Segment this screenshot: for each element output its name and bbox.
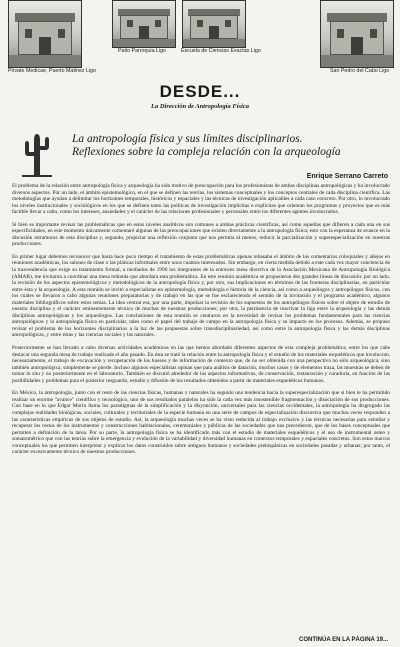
- article-title: [72, 133, 392, 159]
- photo-caption-left: Private Medicae, Puerto Matinez Ligo: [8, 68, 97, 74]
- continued-on-page-label: CONTINÚA EN LA PÁGINA 19...: [298, 637, 388, 643]
- section-subtitle: La Dirección de Antropología Física: [151, 103, 249, 110]
- paragraph-3: En primer lugar debemos reconocer que hasta hace poco tiempo el tratamiento de estas problemáticas apenas rebasaba el ámbito de los comentarios coloquiales y añejos en reuniones académicas, los salones de clase o las pláticas informales entre unos cuantos interesados. Sin embargo, en cierta medida debido a este cada vez mayor conciencia de la trascendencia que exige su tratamiento formal, a mediados de 1990 los integrantes de la entonces mesa directiva de la Asociación Mexicana de Antropología Biológica (AMAB), me invitaron a coordinar una mesa redonda que abordara esta problemática. En este reunión académica se propusieron dos grandes líneas de discusión: por un lado, la revisión de los aspectos epistemológicos y metodológicos de la antropología física y, por otro, sus implicaciones en términos de las fronteras disciplinarias, en particular entre ésta y la arqueología. A esta reunión se invitó a especialistas en epistemología, metodología e historia de la ciencia, así como a arqueólogos y antropólogos físicos, con los cuales se llevaron a cabo algunas reuniones preparatorias y de trabajo en las que se fue esclareciendo el sentido de la invitación y el programa académico, algunos materiales bibliográficos sobre estos temas. La idea central era, por una parte, impulsar la revisión de los supuestos de los antropólogos físicos sobre el objeto de estudio de nuestra disciplina y el carácter eminentemente técnico de muchas de nuestras producciones; por otra, la pertinencia de reactivar la liga entre la arqueología y las demás disciplinas antropológicas y los arqueólogos. Las conclusiones de esta reunión se centraron en la necesidad de revisar los problemas fundamentales para las ciencias antropológicas y la antropología física en particular, tales como el papel del trabajo de campo en la antropología física y su impacto en los procesos. Además, se propuso revisar el problema de los horizontes disciplinarios a la luz de las propuestas sobre transdisciplinariedad, así como entre la antropología física y las demás disciplinas antropológicas, y entre éstas y las ciencias sociales y las naturales.: [12, 253, 390, 339]
- paragraph-4: Posteriormente se han llevado a cabo diversas actividades académicas en las que hemos abordado diferentes aspectos de esta compleja problemática, entre los que cabe destacar una segunda mesa de trabajo realizada el año pasado. En ésta se trató la relación entre la antropología física y el estudio de los materiales esqueléticos que involucran, necesariamente, el trabajo de excavación y recuperación de los huesos y de información de contexto que, de no ser obtenida con una perspectiva no sólo arqueológica, sino también antropológica, simplemente se pierde. Incluso algunos especialistas opinan que para análisis de datación, muchos casos y de elementos traza, las muestras se deben de tomar in situ y no posteriormente en el laboratorio. También se discutió alrededor de los aspectos informativos, de conservación, restauración y curaduría, en función de las posibilidades y problemas para el posterior resguardo, estudio y difusión de los resultados obtenidos a partir de materiales esqueléticos humanos.: [12, 345, 390, 384]
- photo-building-left: [8, 0, 82, 68]
- section-title: DESDE...: [159, 82, 241, 101]
- article-title-line-1: La antropología física y sus límites disciplinarios.: [72, 133, 303, 145]
- article-body: [12, 183, 390, 462]
- paragraph-5: En México, la antropología, junto con el resto de las ciencias físicas, humanas y naturales ha seguido una tendencia hacia la superespecialización que si bien le ha permitido realizar un enorme "avance" científico y tecnológico, uno de sus resultados paralelos ha sido la cada vez más insostenible fragmentación y disociación de sus producciones. Con base en lo que Edgar Morín llama los paradigmas de la simplificación y la disyunción, universales para las ciencias occidentales, la antropología ha disgregado las complejas realidades biológicas, sociales, culturales y territoriales de la especie humana en una serie de campos de especialización discursiva que muchas veces responden a las características empíricas de sus objetos de estudio. Así, la arqueología muchas veces se ha visto reducida al trabajo exclusivo y las técnicas necesarias para estudiar y recuperar los restos de los instrumentos y construcciones habitacionales, ceremoniales y públicas de las sociedades que nos precedieron, que de los bases conceptuales que permiten a definición de la tarea. Por su parte, la antropología física se ha identificado más con el estudio de materiales esqueléticos y el uso de instrumental osteo y somatométrico que con las teorías sobre la emergencia y evolución de la variabilidad y diversidad humanas en contextos temporales y espaciales concretos. Son estos marcos conceptuales los que permiten interpretar y explicar los datos construidos sobre antiguos humanos y sociedades prehispánicas en sociedades pasadas y urbanas; por tanto, el carácter excesivamente técnico de nuestras producciones.: [12, 390, 390, 456]
- photo-caption-church: Patio Parroquia Ligo: [118, 48, 166, 54]
- photo-school: [182, 0, 246, 48]
- paragraph-2: Si bien es importante revisar las problemáticas que en estos niveles analíticos son comunes a ambas prácticas científicas, así como aquellas que difieren a cada una en sus especificidades, en este momento únicamente comentaré algunas de las preocupaciones que existen directamente a la antropología física; esto con la esperanza de avance en la discusión intramuros de esta disciplina y, segundo, propiciar una reflexión conjunta que nos permita al menos, reducir la parcialización y superespecialización en nuestras producciones.: [12, 221, 390, 248]
- photo-church: [112, 0, 176, 48]
- photo-caption-school: Escuela de Ciencias Exactas Ligo: [181, 48, 261, 54]
- author-byline: Enrique Serrano Carreto: [306, 173, 388, 180]
- photo-caption-right: San Pedro del Cabo Ligo: [330, 68, 390, 74]
- article-title-line-2: Reflexiones sobre la compleja relación con la arqueología: [72, 146, 341, 158]
- paragraph-1: El problema de la relación entre antropología física y arqueología ha sido motivo de preocupación para los profesionistas de ambas disciplinas antropológicas y ha involucrado diversos aspectos. Por un lado, el ámbito epistemológico, en el que se definen las teorías, los sistemas conceptuales y los conceptos centrales de cada disciplina científica. Las metodologías que ayudan a delimitar los horizontes temporales, históricos y espaciales y las técnicas de investigación aplicables a cada caso concreto. Por otro, lo involucrado los niveles institucionales y sociológicos en los que se definen tanto las políticas de investigación implícitas o explícitas que orientan los programas y proyectos que es más factible llevar a cabo, como los intereses, ansiedades y el carácter de las relaciones profesionales y personales entre los diferentes agentes involucrados.: [12, 183, 390, 216]
- photo-building-right: [320, 0, 394, 68]
- cactus-icon: [20, 130, 54, 178]
